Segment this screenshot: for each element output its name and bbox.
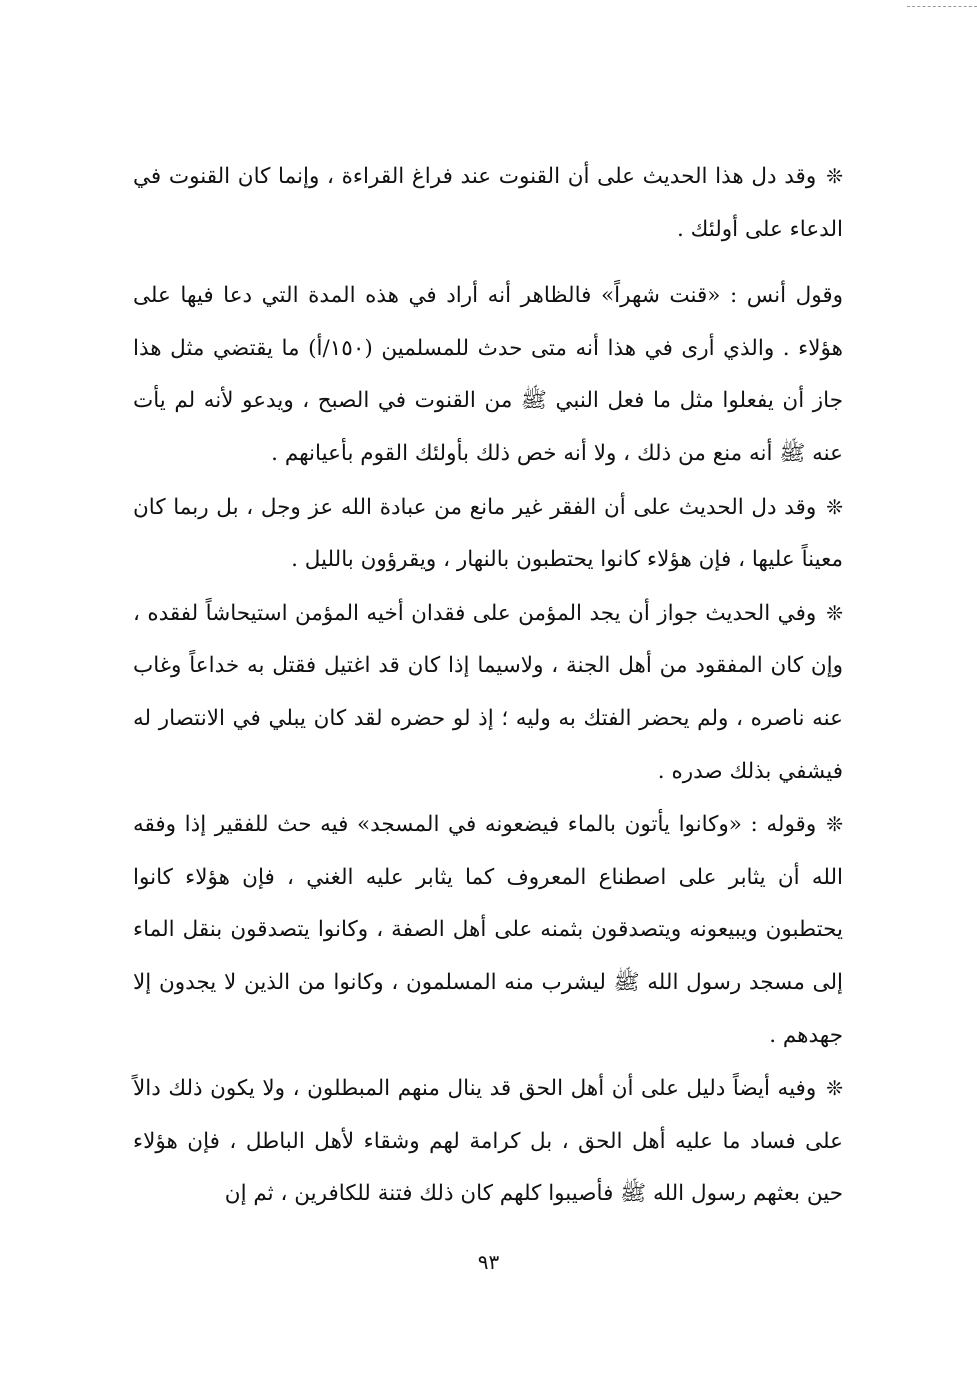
paragraph-text: وفي الحديث جواز أن يجد المؤمن على فقدان أخيه المؤمن استيحاشاً لفقده ، وإن كان المفقود من أهل الجنة ، ولاسيما إذا كان قد اغتيل فقتل به خداعاً وغاب عنه ناصره ، ولم يحضر الفتك به وليه ؛ إذ لو حضره لقد كان يبلي في الانتصار له فيشفي بذلك صدره . <box>133 600 843 784</box>
paragraph-text: وقول أنس : «قنت شهراً» فالظاهر أنه أراد في هذه المدة التي دعا فيها على هؤلاء . والذي أرى في هذا أنه متى حدث للمسلمين (١٥٠/أ) ما يقتضي مثل هذا جاز أن يفعلوا مثل ما فعل النبي ﷺ من القنوت في الصبح ، ويدعو لأنه لم يأت عنه ﷺ أنه منع من ذلك ، ولا أنه خص ذلك بأولئك القوم بأعيانهم . <box>133 283 843 466</box>
paragraph-text: وفيه أيضاً دليل على أن أهل الحق قد ينال منهم المبطلون ، ولا يكون ذلك دالاً على فساد ما عليه أهل الحق ، بل كرامة لهم وشقاء لأهل الباطل ، فإن هؤلاء حين بعثهم رسول الله ﷺ فأصيبوا كلهم كان ذلك فتنة للكافرين ، ثم إن <box>133 1076 843 1207</box>
asterism-icon: ❊ <box>826 600 843 625</box>
paragraph-water-charity <box>133 798 843 1062</box>
asterism-icon: ❊ <box>826 1076 843 1101</box>
paragraph-text: وقد دل الحديث على أن الفقر غير مانع من عبادة الله عز وجل ، بل ربما كان معيناً عليها ، فإن هؤلاء كانوا يحتطبون بالنهار ، ويقرؤون بالليل . <box>133 494 843 573</box>
asterism-icon: ❊ <box>826 164 843 188</box>
page-number: ٩٣ <box>477 1250 500 1274</box>
paragraph-anas-saying <box>133 270 843 480</box>
paragraph-qunut-after-reading <box>133 150 843 256</box>
paragraph-poverty <box>133 481 843 587</box>
paragraph-text: وقد دل هذا الحديث على أن القنوت عند فراغ القراءة ، وإنما كان القنوت في الدعاء على أولئك . <box>133 164 843 242</box>
paragraph-people-of-truth <box>133 1062 843 1221</box>
asterism-icon: ❊ <box>826 494 843 519</box>
paragraph-grief <box>133 587 843 798</box>
paragraph-text: وقوله : «وكانوا يأتون بالماء فيضعونه في المسجد» فيه حث للفقير إذا وفقه الله أن يثابر على اصطناع المعروف كما يثابر عليه الغني ، فإن هؤلاء كانوا يحتطبون ويبيعونه ويتصدقون بثمنه على أهل الصفة ، وكانوا يتصدقون بنقل الماء إلى مسجد رسول الله ﷺ ليشرب منه المسلمون ، وكانوا من الذين لا يجدون إلا جهدهم . <box>133 812 843 1048</box>
scan-border-mark <box>907 6 977 7</box>
asterism-icon: ❊ <box>826 812 843 837</box>
page-body <box>133 150 843 1221</box>
